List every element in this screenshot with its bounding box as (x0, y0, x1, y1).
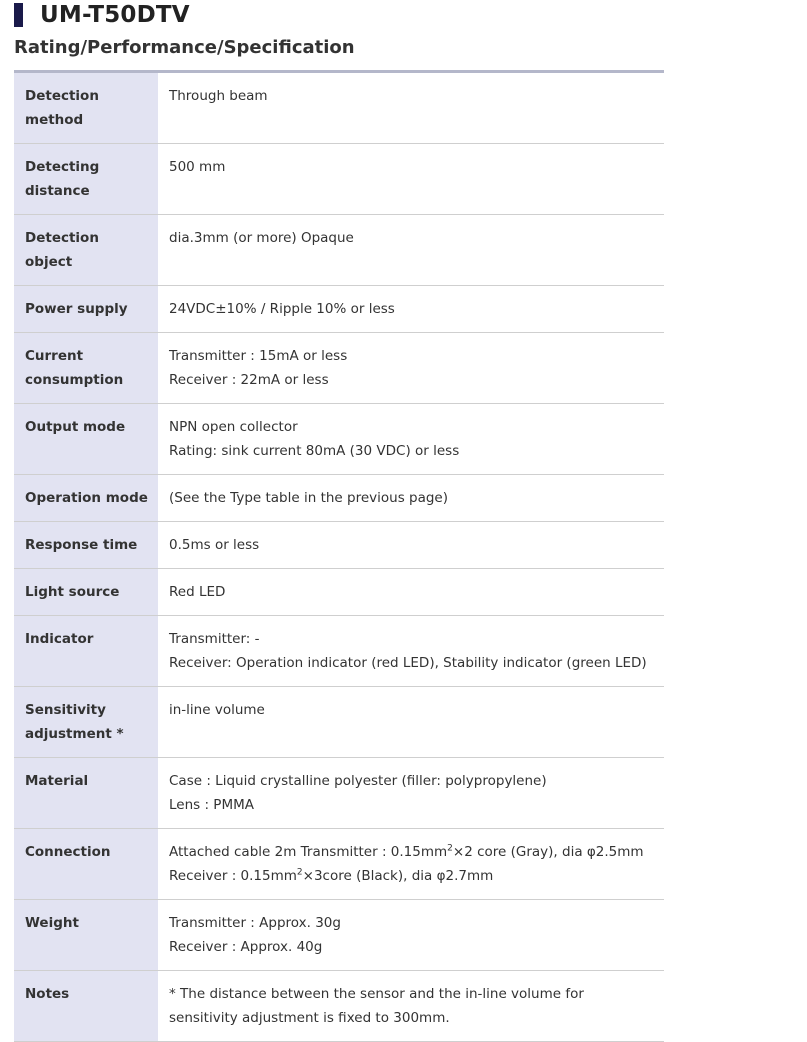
table-row (14, 900, 664, 971)
title-accent-bar (14, 3, 23, 27)
table-row (14, 144, 664, 215)
row-value: NPN open collector Rating: sink current 80mA (30 VDC) or less (158, 404, 664, 475)
table-row (14, 522, 664, 569)
row-label: Response time (14, 522, 158, 569)
table-row (14, 829, 664, 900)
row-value: 0.5ms or less (158, 522, 664, 569)
row-value: dia.3mm (or more) Opaque (158, 215, 664, 286)
row-value: (See the Type table in the previous page) (158, 475, 664, 522)
row-label: Operation mode (14, 475, 158, 522)
title-row (14, 0, 190, 30)
table-row (14, 616, 664, 687)
row-label: Detecting distance (14, 144, 158, 215)
table-row (14, 971, 664, 1042)
row-label: Output mode (14, 404, 158, 475)
table-row (14, 758, 664, 829)
row-value: in-line volume (158, 687, 664, 758)
row-value: Through beam (158, 72, 664, 144)
table-row (14, 72, 664, 144)
row-value: Case : Liquid crystalline polyester (filler: polypropylene) Lens : PMMA (158, 758, 664, 829)
row-label: Current consumption (14, 333, 158, 404)
table-row (14, 475, 664, 522)
table-row (14, 569, 664, 616)
row-label: Light source (14, 569, 158, 616)
row-label: Material (14, 758, 158, 829)
row-value: Transmitter : 15mA or less Receiver : 22mA or less (158, 333, 664, 404)
row-value: Transmitter: - Receiver: Operation indicator (red LED), Stability indicator (green LED) (158, 616, 664, 687)
row-value: 24VDC±10% / Ripple 10% or less (158, 286, 664, 333)
table-row (14, 215, 664, 286)
row-value: Transmitter : Approx. 30g Receiver : Approx. 40g (158, 900, 664, 971)
row-label: Power supply (14, 286, 158, 333)
table-row (14, 687, 664, 758)
product-title: UM-T50DTV (40, 2, 190, 28)
row-label: Indicator (14, 616, 158, 687)
row-label: Sensitivity adjustment * (14, 687, 158, 758)
row-value: 500 mm (158, 144, 664, 215)
row-label: Detection object (14, 215, 158, 286)
row-value: Red LED (158, 569, 664, 616)
row-label: Connection (14, 829, 158, 900)
row-value: * The distance between the sensor and the in-line volume for sensitivity adjustment is fixed to 300mm. (158, 971, 664, 1042)
table-row (14, 286, 664, 333)
row-label: Notes (14, 971, 158, 1042)
row-label: Weight (14, 900, 158, 971)
row-label: Detection method (14, 72, 158, 144)
spec-table (14, 70, 664, 1042)
table-row (14, 333, 664, 404)
row-value: Attached cable 2m Transmitter : $0.15mm^2\times 2$ core (Gray), dia φ2.5mm Receiver : $0.15mm^2\times 3core$ (Black), dia φ2.7mm (158, 829, 664, 900)
table-row (14, 404, 664, 475)
section-subtitle: Rating/Performance/Specification (14, 37, 355, 58)
